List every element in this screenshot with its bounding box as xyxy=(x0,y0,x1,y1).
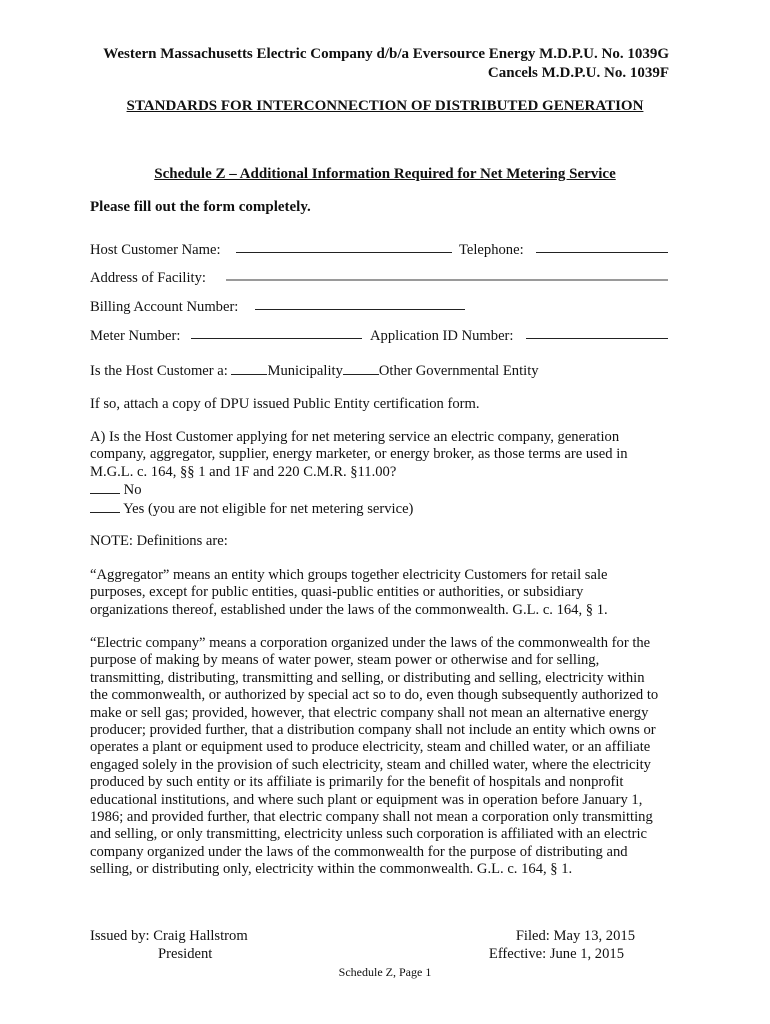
definition-line: company organized under the laws of the commonwealth for the purpose of distributing and xyxy=(90,843,628,860)
definition-line: purpose of making by means of water power, steam power or otherwise and for selling, xyxy=(90,652,600,669)
address-of-facility-field[interactable] xyxy=(226,279,668,281)
host-customer-name-label: Host Customer Name: xyxy=(90,242,221,258)
application-id-number-field[interactable] xyxy=(526,338,668,339)
definition-line: make or sell gas; provided, however, that electric company shall not mean an alternative energy xyxy=(90,704,649,721)
issued-by: Issued by: Craig Hallstrom xyxy=(90,928,248,944)
definition-line: producer; provided further, that a distribution company shall not include an entity which owns or xyxy=(90,722,656,739)
billing-account-number-field[interactable] xyxy=(255,309,465,310)
definition-line: engaged solely in the provision of such electricity, steam and chilled water, where the electricity xyxy=(90,756,651,773)
option-no-label: No xyxy=(123,482,142,499)
host-customer-name-field[interactable] xyxy=(236,252,452,253)
other-governmental-option: Other Governmental Entity xyxy=(378,363,539,379)
definition-line: purposes, except for public entities, quasi-public entities or authorities, or subsidiary xyxy=(90,584,584,601)
definition-line: educational institutions, and where such plant or equipment was in operation before January 1, xyxy=(90,791,643,808)
definition-line: the commonwealth, or authorized by special act so to do, even though subsequently authorized to xyxy=(90,687,659,704)
meter-number-label: Meter Number: xyxy=(90,328,181,344)
definition-line: 1986; and provided further, that electric company shall not mean a corporation only transmitting xyxy=(90,809,653,826)
municipality-blank[interactable] xyxy=(231,362,267,375)
schedule-title: Schedule Z – Additional Information Required for Net Metering Service xyxy=(154,166,616,182)
question-a-line: company, aggregator, supplier, energy marketer, or energy broker, as those terms are used in xyxy=(90,446,628,463)
option-no-blank[interactable] xyxy=(90,481,120,494)
option-yes-row xyxy=(90,500,690,518)
issuer-title: President xyxy=(158,946,213,962)
filed-date: Filed: May 13, 2015 xyxy=(515,928,635,944)
meter-number-field[interactable] xyxy=(191,338,362,339)
telephone-label: Telephone: xyxy=(459,242,524,258)
definitions-note: NOTE: Definitions are: xyxy=(90,533,228,549)
application-id-number-label: Application ID Number: xyxy=(370,328,514,344)
attach-note: If so, attach a copy of DPU issued Public Entity certification form. xyxy=(90,396,480,412)
page-number: Schedule Z, Page 1 xyxy=(338,965,432,979)
question-a xyxy=(90,429,690,518)
host-type-prefix: Is the Host Customer a: xyxy=(90,363,232,379)
municipality-option: Municipality xyxy=(267,363,343,379)
company-header-line: Western Massachusetts Electric Company d/b/a Eversource Energy M.D.P.U. No. 1039G xyxy=(103,46,669,62)
definition-line: organizations thereof, established under the laws of the commonwealth. G.L. c. 164, § 1. xyxy=(90,601,608,618)
cancels-line: Cancels M.D.P.U. No. 1039F xyxy=(487,65,669,81)
definition-line: and selling, or only transmitting, electricity unless such corporation is affiliated with an electric xyxy=(90,826,647,843)
other-governmental-blank[interactable] xyxy=(343,362,379,375)
option-yes-label: Yes (you are not eligible for net metering service) xyxy=(123,500,414,517)
aggregator-definition xyxy=(90,567,690,619)
option-no-row xyxy=(90,481,690,499)
telephone-field[interactable] xyxy=(536,252,668,253)
question-a-line: M.G.L. c. 164, §§ 1 and 1F and 220 C.M.R. §11.00? xyxy=(90,463,397,480)
definition-line: selling, or distributing only, electricity within the commonwealth. G.L. c. 164, § 1. xyxy=(90,861,573,878)
option-yes-blank[interactable] xyxy=(90,500,120,513)
address-of-facility-label: Address of Facility: xyxy=(90,270,206,286)
standards-title: STANDARDS FOR INTERCONNECTION OF DISTRIBUTED GENERATION xyxy=(126,98,644,114)
host-type-row xyxy=(90,362,539,380)
billing-account-number-label: Billing Account Number: xyxy=(90,299,239,315)
definition-line: “Aggregator” means an entity which groups together electricity Customers for retail sale xyxy=(90,567,608,583)
definition-line: transmitting, distributing, transmitting and selling, or distributing and selling, electricity within xyxy=(90,669,645,686)
effective-date: Effective: June 1, 2015 xyxy=(488,946,624,962)
definition-line: operates a plant or equipment used to produce electricity, steam and chilled water, or an affiliate xyxy=(90,739,651,756)
electric-company-definition xyxy=(90,635,690,879)
form-instruction: Please fill out the form completely. xyxy=(90,199,311,215)
definition-line: produced by such entity or its affiliate is primarily for the benefit of hospitals and nonprofit xyxy=(90,774,624,791)
question-a-line: A) Is the Host Customer applying for net metering service an electric company, generation xyxy=(90,429,620,445)
definition-line: “Electric company” means a corporation organized under the laws of the commonwealth for the xyxy=(90,635,651,651)
